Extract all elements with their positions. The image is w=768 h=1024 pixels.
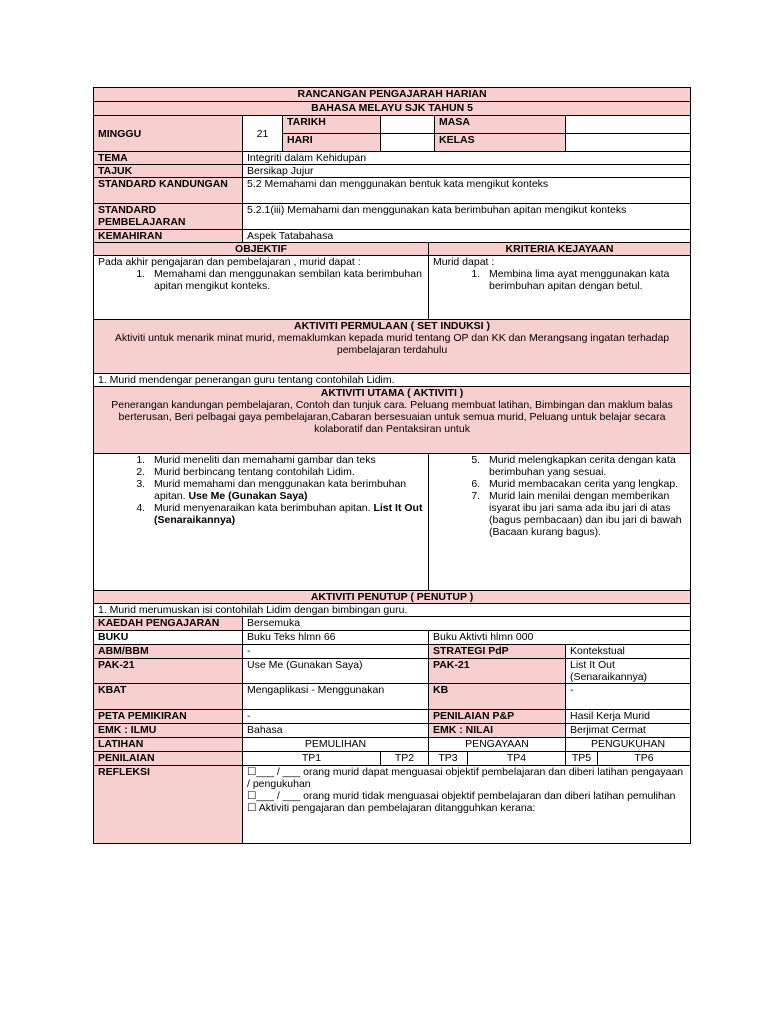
objektif-intro: Pada akhir pengajaran dan pembelajaran , murid dapat : [98,256,361,268]
permulaan-heading: AKTIVITI PERMULAAN ( SET INDUKSI ) [294,320,491,332]
standard-kandungan-value: 5.2 Memahami dan menggunakan bentuk kata mengikut konteks [243,178,691,204]
pemulihan-option[interactable]: PEMULIHAN [243,738,429,752]
pengayaan-option[interactable]: PENGAYAAN [429,738,566,752]
pak21-label-2: PAK-21 [429,659,566,684]
standard-kandungan-label: STANDARD KANDUNGAN [94,178,243,204]
kriteria-intro: Murid dapat : [433,256,495,268]
pak21-label: PAK-21 [94,659,243,684]
minggu-value: 21 [243,116,283,152]
utama-right-item: 6. Murid membacakan cerita yang lengkap. [483,478,686,490]
peta-label: PETA PEMIKIRAN [94,710,243,724]
utama-right-item: 5. Murid melengkapkan cerita dengan kata berimbuhan yang sesuai. [483,454,686,478]
penilaian-pp-label: PENILAIAN P&P [429,710,566,724]
emk-nilai-label: EMK : NILAI [429,724,566,738]
utama-left-item: 2. Murid berbincang tentang contohilah Lidim. [148,466,424,478]
objektif-item: 1. Memahami dan menggunakan sembilan kata berimbuhan apitan mengikut konteks. [148,268,424,292]
peta-value: - [243,710,429,724]
penilaian-pp-value: Hasil Kerja Murid [566,710,691,724]
tajuk-label: TAJUK [94,165,243,178]
strategi-value: Kontekstual [566,645,691,659]
utama-left-item: 1. Murid meneliti dan memahami gambar dan teks [148,454,424,466]
tajuk-value: Bersikap Jujur [243,165,691,178]
tp4-option[interactable]: TP4 [468,752,566,766]
penutup-heading: AKTIVITI PENUTUP ( PENUTUP ) [94,591,691,604]
kelas-label: KELAS [435,134,566,152]
emk-ilmu-value: Bahasa [243,724,429,738]
emk-nilai-value: Berjimat Cermat [566,724,691,738]
latihan-label: LATIHAN [94,738,243,752]
kaedah-label: KAEDAH PENGAJARAN [94,617,243,631]
utama-right-item: 7. Murid lain menilai dengan memberikan isyarat ibu jari sama ada ibu jari di atas (bagus pembacaan) dan ibu jari di bawah (Bacaan kurang bagus). [483,490,686,538]
kb-label: KB [429,684,566,710]
kbat-value: Mengaplikasi - Menggunakan [243,684,429,710]
refleksi-line-2: ☐___ / ___ orang murid tidak menguasai objektif pembelajaran dan diberi latihan pemulihan [247,790,676,802]
objektif-heading: OBJEKTIF [94,243,429,256]
kb-value: - [566,684,691,710]
tp3-option[interactable]: TP3 [429,752,468,766]
objektif-cell [94,256,429,320]
strategi-label: STRATEGI PdP [429,645,566,659]
kriteria-item: 1. Membina lima ayat menggunakan kata berimbuhan apitan dengan betul. [483,268,686,292]
abm-value: - [243,645,429,659]
utama-desc: Penerangan kandungan pembelajaran, Contoh dan tunjuk cara. Peluang membuat latihan, Bimbingan dan maklum balas berterusan, Beri pelbagai gaya pembelajaran,Cabaran bersesuaian untuk semua murid, Peluang untuk belajar secara kolaboratif dan Pentaksiran untuk [111,399,673,435]
pengukuhan-option[interactable]: PENGUKUHAN [566,738,691,752]
pak21-value-2: List It Out (Senaraikannya) [566,659,691,684]
tema-label: TEMA [94,152,243,165]
masa-label: MASA [435,116,566,134]
refleksi-cell [243,766,691,844]
abm-label: ABM/BBM [94,645,243,659]
penutup-item: 1. Murid merumuskan isi contohilah Lidim dengan bimbingan guru. [94,604,691,617]
utama-block [94,387,691,454]
refleksi-label: REFLEKSI [94,766,243,844]
permulaan-item: 1. Murid mendengar penerangan guru tentang contohilah Lidim. [94,374,691,387]
document-title: RANCANGAN PENGAJARAH HARIAN [94,88,691,102]
standard-pembelajaran-label: STANDARD PEMBELAJARAN [94,204,243,230]
hari-label: HARI [283,134,381,152]
tarikh-label: TARIKH [283,116,381,134]
permulaan-desc: Aktiviti untuk menarik minat murid, memaklumkan kepada murid tentang OP dan KK dan Merangsang ingatan terhadap pembelajaran terdahulu [114,332,670,356]
kriteria-heading: KRITERIA KEJAYAAN [429,243,691,256]
document-subtitle: BAHASA MELAYU SJK TAHUN 5 [94,102,691,116]
tp5-option[interactable]: TP5 [566,752,598,766]
buku-aktiviti: Buku Aktivti hlmn 000 [429,631,691,645]
tp1-option[interactable]: TP1 [243,752,381,766]
standard-pembelajaran-value: 5.2.1(iii) Memahami dan menggunakan kata berimbuhan apitan mengikut konteks [243,204,691,230]
utama-left-item: 3. Murid memahami dan menggunakan kata berimbuhan apitan. Use Me (Gunakan Saya) [148,478,424,502]
refleksi-line-3: ☐ Aktiviti pengajaran dan pembelajaran ditangguhkan kerana: [247,802,536,814]
refleksi-line-1: ☐___ / ___ orang murid dapat menguasai objektif pembelajaran dan diberi latihan pengayaan / pengukuhan [247,766,684,790]
kemahiran-value: Aspek Tatabahasa [243,230,691,243]
buku-teks: Buku Teks hlmn 66 [243,631,429,645]
kriteria-cell [429,256,691,320]
tp6-option[interactable]: TP6 [598,752,691,766]
permulaan-block [94,320,691,374]
minggu-label: MINGGU [94,116,243,152]
masa-value[interactable] [566,116,691,134]
kelas-value[interactable] [566,134,691,152]
utama-left-item: 4. Murid menyenaraikan kata berimbuhan apitan. List It Out (Senaraikannya) [148,502,424,526]
tarikh-value[interactable] [381,116,435,134]
kaedah-value: Bersemuka [243,617,691,631]
penilaian-label: PENILAIAN [94,752,243,766]
kemahiran-label: KEMAHIRAN [94,230,243,243]
kbat-label: KBAT [94,684,243,710]
utama-right-cell [429,454,691,591]
utama-heading: AKTIVITI UTAMA ( AKTIVITI ) [320,387,464,399]
tp2-option[interactable]: TP2 [381,752,429,766]
buku-label: BUKU [94,631,243,645]
pak21-value: Use Me (Gunakan Saya) [243,659,429,684]
tema-value: Integriti dalam Kehidupan [243,152,691,165]
utama-left-cell [94,454,429,591]
emk-ilmu-label: EMK : ILMU [94,724,243,738]
lesson-plan-table [93,87,691,844]
hari-value[interactable] [381,134,435,152]
